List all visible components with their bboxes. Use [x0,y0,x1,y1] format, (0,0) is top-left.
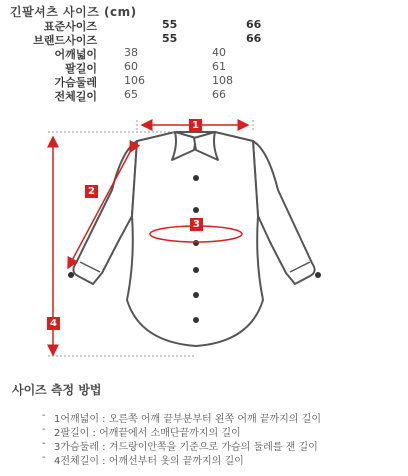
marker-badge-2: 2 [85,185,98,198]
method-title: 사이즈 측정 방법 [12,383,102,397]
size-table-row [0,88,408,103]
size-table-brand-row [0,32,408,47]
size-table-row [0,74,408,89]
row-value-55: 55 [162,32,178,45]
row-value-66: 66 [246,18,262,31]
row-value-66: 40 [212,46,226,59]
row-value-55: 106 [124,74,145,87]
cuff-button-right [315,272,321,278]
method-note-text: 2팔길이 : 어깨끝에서 소매단끝까지의 길이 [54,428,241,439]
shirt-outline [73,132,314,346]
marker-badge-1: 1 [189,119,202,132]
marker-badge-3: 3 [190,218,203,231]
row-value-66: 61 [212,60,226,73]
size-table-header-row [0,18,408,33]
row-label: 전체길이 [54,90,97,103]
marker-badge-4: 4 [47,317,60,330]
row-value-66: 66 [246,32,262,45]
row-value-55: 55 [162,18,178,31]
row-value-66: 108 [212,74,233,87]
row-label: 어깨넓이 [54,48,97,61]
row-value-55: 38 [124,46,138,59]
row-label: 표준사이즈 [43,20,97,33]
size-table-row [0,46,408,61]
method-note-text: 4전체길이 : 어깨선부터 옷의 끝까지의 길이 [54,456,244,467]
method-note-text: 1어깨넓이 : 오른쪽 어깨 끝부분부터 왼쪽 어깨 끝까지의 길이 [54,414,322,425]
row-value-55: 65 [124,88,138,101]
row-label: 가슴둘레 [54,76,97,89]
size-table-row [0,60,408,75]
cuff-button-left [68,272,74,278]
size-table-title: 긴팔셔츠 사이즈 (cm) [10,5,137,19]
row-label: 팔길이 [65,62,97,75]
method-note-text: 3가슴둘레 : 겨드랑이안쪽을 기준으로 가슴의 둘레를 잰 길이 [54,442,318,453]
row-value-55: 60 [124,60,138,73]
row-value-66: 66 [212,88,226,101]
row-label: 브랜드사이즈 [33,34,97,47]
shirt-measurement-diagram [0,110,408,370]
